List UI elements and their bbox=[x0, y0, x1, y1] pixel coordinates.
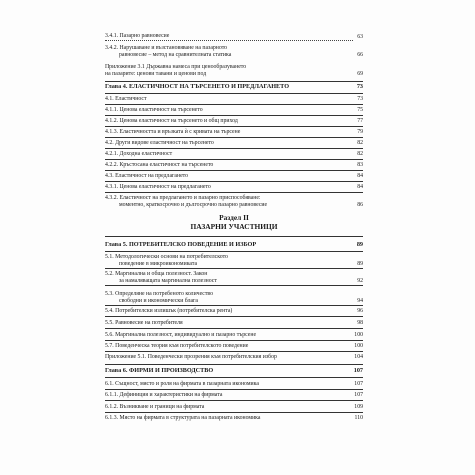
divider bbox=[105, 126, 363, 127]
toc-entry-page: 98 bbox=[357, 320, 363, 326]
toc-entry-page: 107 bbox=[354, 392, 363, 398]
toc-entry bbox=[105, 195, 363, 208]
divider bbox=[105, 305, 363, 306]
toc-entry-label: равновесие – метод на сравнителната статика bbox=[119, 51, 232, 58]
toc-entry-label: Приложение 5.1. Поведенчески прозрения към потребителския избор bbox=[105, 354, 277, 360]
divider bbox=[105, 159, 363, 160]
section-heading bbox=[105, 214, 363, 231]
toc-entry-label: 4.1. Еластичност bbox=[105, 96, 147, 102]
toc-entry bbox=[105, 45, 363, 58]
toc-entry-label: 4.1.2. Ценова еластичност на търсенето и общ приход bbox=[105, 118, 238, 124]
divider bbox=[105, 377, 363, 378]
toc-entry-page: 96 bbox=[357, 308, 363, 314]
toc-entry-page: 79 bbox=[357, 129, 363, 135]
toc-entry bbox=[105, 64, 363, 77]
divider bbox=[105, 137, 363, 138]
toc-entry-page: 92 bbox=[357, 277, 363, 284]
toc-entry-label: 5.7. Поведенческа теория към потребителското поведение bbox=[105, 343, 249, 349]
chapter-page: 89 bbox=[356, 241, 363, 248]
divider bbox=[105, 181, 363, 182]
divider bbox=[105, 115, 363, 116]
section-number: Раздел II bbox=[219, 213, 249, 222]
toc-entry-label: 4.2.1. Доходна еластичност bbox=[105, 151, 173, 157]
section-title: ПАЗАРНИ УЧАСТНИЦИ bbox=[190, 221, 278, 231]
toc-entry-page: 86 bbox=[357, 201, 363, 208]
divider bbox=[105, 328, 363, 329]
toc-entry-label: 6.1.3. Място на фирмата в структурата на пазарната икономика bbox=[105, 415, 261, 421]
divider bbox=[105, 400, 363, 401]
toc-entry-label: поведение в микроикономиката bbox=[119, 260, 198, 267]
toc-entry-label: 4.2.2. Кръстосана еластичност на търсенето bbox=[105, 162, 214, 168]
toc-entry-page: 84 bbox=[357, 173, 363, 179]
divider bbox=[105, 104, 363, 105]
toc-entry-page: 75 bbox=[357, 107, 363, 113]
toc-entry-label: Приложение 3.1 Държавна намеса при ценообразуването bbox=[105, 64, 247, 70]
toc-entry bbox=[105, 254, 363, 267]
toc-entry-page: 82 bbox=[357, 140, 363, 146]
toc-entry-page: 109 bbox=[354, 404, 363, 410]
toc-entry-page: 73 bbox=[357, 96, 363, 102]
divider bbox=[105, 316, 363, 317]
toc-entry-label: 5.4. Потребителски излишък (потребителска рента) bbox=[105, 308, 233, 314]
chapter-title: Глава 5. ПОТРЕБИТЕЛСКО ПОВЕДЕНИЕ И ИЗБОР bbox=[105, 241, 257, 248]
toc-entry-page: 66 bbox=[357, 51, 363, 58]
toc-entry-label: 5.6. Маргинална полезност, индивидуално и пазарно търсене bbox=[105, 332, 257, 338]
divider bbox=[105, 81, 363, 82]
divider bbox=[105, 148, 363, 149]
toc-entry-label: 4.1.1. Ценова еластичност на търсенето bbox=[105, 107, 203, 113]
toc-entry-label: 5.3. Определяне на потребеното количество bbox=[105, 291, 214, 297]
chapter-page: 73 bbox=[356, 83, 363, 90]
chapter-title: Глава 4. ЕЛАСТИЧНОСТ НА ТЪРСЕНЕТО И ПРЕДЛАГАНЕТО bbox=[105, 83, 290, 90]
divider bbox=[105, 351, 363, 352]
toc-entry-label: за намаляващата маргинална полезност bbox=[119, 277, 217, 284]
divider bbox=[105, 192, 363, 193]
chapter-page: 107 bbox=[353, 367, 363, 374]
toc-entry-page: 82 bbox=[357, 151, 363, 157]
toc-entry-page: 89 bbox=[357, 260, 363, 267]
toc-entry-label: свободни и икономически блага bbox=[119, 297, 198, 304]
divider bbox=[105, 412, 363, 413]
toc-entry-page: 77 bbox=[357, 118, 363, 124]
toc-entry-page: 110 bbox=[354, 415, 363, 421]
toc-entry-page: 107 bbox=[354, 381, 363, 387]
divider bbox=[105, 340, 363, 341]
toc-entry-label: 5.1. Методологически основи на потребителското bbox=[105, 254, 228, 260]
toc-entry-page: 84 bbox=[357, 184, 363, 190]
toc-entry-label: 6.1. Същност, място и роля на фирмата в пазарната икономика bbox=[105, 381, 259, 387]
divider bbox=[105, 285, 363, 286]
toc-entry-label: 4.3.2. Еластичност на предлагането и пазарно приспособяване: bbox=[105, 195, 261, 201]
toc-entry-page: 94 bbox=[357, 297, 363, 304]
toc-entry-label: 4.3. Еластичност на предлагането bbox=[105, 173, 188, 179]
toc-entry-label: 5.5. Равновесие на потребителя bbox=[105, 320, 183, 326]
toc-entry bbox=[105, 271, 363, 284]
chapter-title: Глава 6. ФИРМИ И ПРОИЗВОДСТВО bbox=[105, 367, 214, 374]
toc-entry-label: 6.1.1. Дефиниция и характеристики на фирмата bbox=[105, 392, 223, 398]
toc-entry-label: 4.2. Други видове еластичност на търсенето bbox=[105, 140, 214, 146]
toc-entry-label: 3.4.2. Нарушаване и възстановяване на пазарното bbox=[105, 45, 228, 51]
toc-entry-page: 104 bbox=[354, 354, 363, 360]
divider bbox=[105, 268, 363, 269]
toc-entry bbox=[105, 291, 363, 304]
divider bbox=[105, 236, 363, 237]
toc-entry-page: 63 bbox=[357, 34, 363, 40]
divider bbox=[105, 93, 363, 94]
divider bbox=[105, 364, 363, 365]
toc-entry-page: 100 bbox=[354, 332, 363, 338]
divider bbox=[105, 389, 363, 390]
toc-entry-page: 83 bbox=[357, 162, 363, 168]
toc-entry-page: 100 bbox=[354, 343, 363, 349]
toc-entry-label: 3.4.1. Пазарно равновесие bbox=[105, 33, 353, 41]
toc-entry-label: 4.1.3. Еластичността и връзката ѝ с кривата на търсене bbox=[105, 129, 241, 135]
divider bbox=[105, 170, 363, 171]
toc-entry-label: на пазарите: ценови тавани и ценови под bbox=[105, 70, 207, 77]
toc-entry-label: 4.3.1. Ценова еластичност на предлагането bbox=[105, 184, 211, 190]
toc-entry-page: 69 bbox=[357, 70, 363, 77]
toc-entry-label: 6.1.2. Възникване и граници на фирмата bbox=[105, 404, 205, 410]
toc-entry-label: моментно, краткосрочно и дългосрочно пазарно равновесие bbox=[119, 201, 268, 208]
divider bbox=[105, 251, 363, 252]
toc-entry-label: 5.2. Маргинална и обща полезност. Закон bbox=[105, 271, 208, 277]
